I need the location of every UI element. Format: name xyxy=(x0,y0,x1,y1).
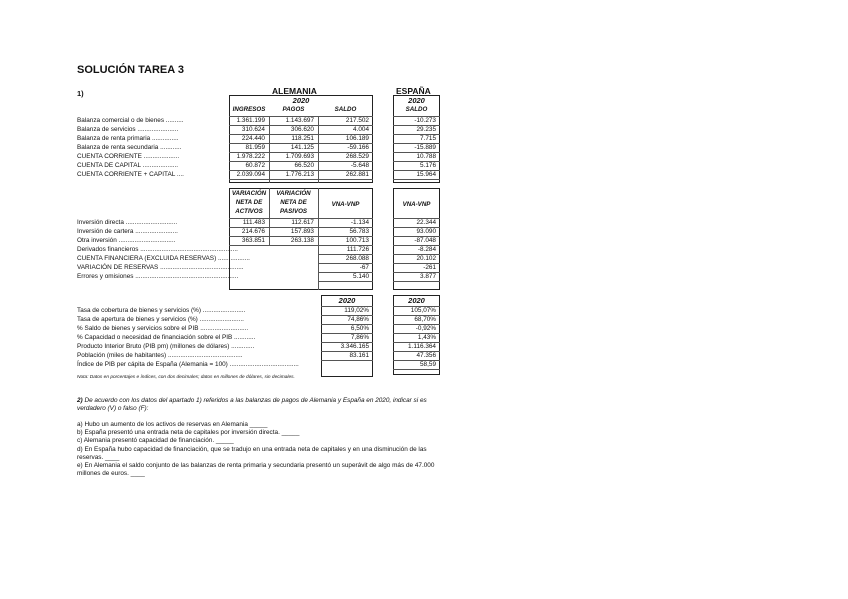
var-pasivos-line-3: PASIVOS xyxy=(279,208,308,215)
value-cell: 4.004 xyxy=(353,126,369,133)
row-divider xyxy=(393,227,440,228)
value-cell: 5.140 xyxy=(353,273,369,280)
row-label: Índice de PIB per cápita de España (Alemania = 100) ....................................... xyxy=(77,361,299,368)
value-cell: 60.872 xyxy=(245,162,265,169)
col-header-ingresos: INGRESOS xyxy=(232,106,266,113)
col-header-saldo: SALDO xyxy=(334,106,357,113)
value-cell: 93.090 xyxy=(416,228,436,235)
col-header-var-activos xyxy=(229,189,269,216)
row-divider xyxy=(229,179,373,180)
var-pasivos-line-1: VARIACIÓN xyxy=(276,190,311,197)
row-label: VARIACIÓN DE RESERVAS ............................................... xyxy=(77,264,244,271)
value-cell: 214.676 xyxy=(241,228,265,235)
row-label: % Capacidad o necesidad de financiación sobre el PIB ............ xyxy=(77,334,256,341)
value-cell: 1.776.213 xyxy=(285,171,314,178)
var-pasivos-line-2: NETA DE xyxy=(280,199,307,206)
row-divider xyxy=(318,281,373,282)
row-divider xyxy=(393,263,440,264)
row-label: Otra inversión ................................ xyxy=(77,237,176,244)
espana-year-3: 2020 xyxy=(408,296,425,305)
row-divider xyxy=(318,272,373,273)
value-cell: 1.143.697 xyxy=(285,117,314,124)
row-divider xyxy=(393,281,440,282)
alemania-heading: ALEMANIA xyxy=(272,86,317,96)
value-cell: 7,86% xyxy=(350,334,369,341)
row-label: Producto Interior Bruto (PIB pm) (millones de dólares) ............. xyxy=(77,343,255,350)
value-cell: 3.877 xyxy=(420,273,436,280)
value-cell: 1,43% xyxy=(417,334,436,341)
row-label: CUENTA DE CAPITAL .................... xyxy=(77,162,179,169)
row-divider xyxy=(229,245,318,246)
value-cell: -15.889 xyxy=(414,144,436,151)
row-divider xyxy=(318,236,373,237)
row-divider xyxy=(229,218,318,219)
var-activos-line-3: ACTIVOS xyxy=(235,208,263,215)
row-divider xyxy=(321,324,373,325)
row-divider xyxy=(229,125,373,126)
row-label: Balanza de servicios ....................... xyxy=(77,126,179,133)
espana-heading: ESPAÑA xyxy=(396,86,431,96)
value-cell: 22.344 xyxy=(416,219,436,226)
row-label: Inversión directa ............................. xyxy=(77,219,178,226)
value-cell: -87.048 xyxy=(414,237,436,244)
row-divider xyxy=(229,134,373,135)
value-cell: 268.529 xyxy=(345,153,369,160)
col-divider xyxy=(269,188,270,245)
value-cell: 2.039.094 xyxy=(236,171,265,178)
value-cell: -5.648 xyxy=(350,162,369,169)
value-cell: 74,86% xyxy=(347,316,369,323)
var-activos-line-1: VARIACIÓN xyxy=(231,190,267,197)
row-divider xyxy=(321,306,373,307)
value-cell: 112.617 xyxy=(291,219,314,226)
row-divider xyxy=(229,143,373,144)
row-divider xyxy=(321,351,373,352)
value-cell: -8.284 xyxy=(417,246,436,253)
row-label: CUENTA FINANCIERA (EXCLUIDA RESERVAS) .................. xyxy=(77,255,250,262)
row-label: Balanza comercial o de bienes .......... xyxy=(77,117,184,124)
value-cell: 56.783 xyxy=(349,228,369,235)
row-label: Errores y omisiones .......................................................... xyxy=(77,273,239,280)
value-cell: 81.959 xyxy=(245,144,265,151)
col-header-var-pasivos xyxy=(269,189,318,216)
question-2-items xyxy=(77,421,441,478)
row-divider xyxy=(393,161,440,162)
col-divider xyxy=(318,116,319,183)
row-divider xyxy=(321,315,373,316)
row-divider xyxy=(229,170,373,171)
value-cell: 7.715 xyxy=(420,135,436,142)
col-divider xyxy=(269,116,270,183)
col-header-saldo-es: SALDO xyxy=(405,106,428,113)
alemania-year-3: 2020 xyxy=(338,296,356,305)
row-divider xyxy=(393,245,440,246)
value-cell: 68,70% xyxy=(414,316,436,323)
value-cell: 10.788 xyxy=(416,153,436,160)
row-label: Tasa de cobertura de bienes y servicios (%) ........................ xyxy=(77,307,246,314)
row-divider xyxy=(393,152,440,153)
row-divider xyxy=(318,218,373,219)
value-cell: 58,59 xyxy=(420,361,436,368)
value-cell: 263.138 xyxy=(290,237,314,244)
row-divider xyxy=(393,134,440,135)
row-divider xyxy=(393,143,440,144)
value-cell: 224.440 xyxy=(241,135,265,142)
row-divider xyxy=(393,333,440,334)
row-label: Balanza de renta secundaria ............ xyxy=(77,144,182,151)
row-divider xyxy=(393,125,440,126)
row-divider xyxy=(318,227,373,228)
espana-year-1: 2020 xyxy=(408,96,425,105)
value-cell: 262.881 xyxy=(345,171,369,178)
value-cell: 111.483 xyxy=(242,219,265,226)
col-header-vna-vnp: VNA-VNP xyxy=(331,201,360,208)
value-cell: 100.713 xyxy=(345,237,369,244)
value-cell: 29.235 xyxy=(416,126,436,133)
row-divider xyxy=(321,360,373,361)
value-cell: -0,92% xyxy=(415,325,436,332)
question-item-e: e) En Alemania el saldo conjunto de las balanzas de renta primaria y secundaria presentó un superávit de algo más de 47.000 millones de euros. ____ xyxy=(77,462,435,478)
alemania-year-1: 2020 xyxy=(292,96,310,105)
row-divider xyxy=(393,254,440,255)
value-cell: 83.161 xyxy=(349,352,369,359)
value-cell: -261 xyxy=(423,264,436,271)
value-cell: 268.088 xyxy=(345,255,369,262)
col-header-pagos: PAGOS xyxy=(282,106,305,113)
row-label: Inversión de cartera ........................ xyxy=(77,228,178,235)
row-divider xyxy=(393,315,440,316)
value-cell: 20.102 xyxy=(416,255,436,262)
row-divider xyxy=(321,333,373,334)
row-label: % Saldo de bienes y servicios sobre el PIB ........................... xyxy=(77,325,249,332)
row-divider xyxy=(393,369,440,370)
value-cell: -10.273 xyxy=(414,117,436,124)
row-divider xyxy=(393,324,440,325)
row-divider xyxy=(393,272,440,273)
row-divider xyxy=(393,170,440,171)
row-divider xyxy=(229,152,373,153)
row-divider xyxy=(229,161,373,162)
value-cell: 1.978.222 xyxy=(236,153,265,160)
row-divider xyxy=(393,179,440,180)
table-note: Nota: Datos en porcentajes e índices, con dos decimales; datos en millones de dólares, sin decimales. xyxy=(77,375,295,380)
row-divider xyxy=(229,227,318,228)
page-title: SOLUCIÓN TAREA 3 xyxy=(77,64,184,76)
row-divider xyxy=(393,218,440,219)
question-item-d: d) En España hubo capacidad de financiación, que se tradujo en una entrada neta de capitales y en una disminución de las reservas. ____ xyxy=(77,445,427,461)
value-cell: 1.116.364 xyxy=(408,343,436,350)
row-divider xyxy=(321,342,373,343)
row-divider xyxy=(229,116,373,117)
question-2-number: 2) xyxy=(77,397,83,404)
row-label: Tasa de apertura de bienes y servicios (%) ......................... xyxy=(77,316,244,323)
question-2-intro xyxy=(77,397,441,413)
value-cell: 1.709.693 xyxy=(285,153,314,160)
row-divider xyxy=(318,254,373,255)
row-label: Derivados financieros ....................................................... xyxy=(77,246,238,253)
row-divider xyxy=(393,306,440,307)
value-cell: -59.166 xyxy=(347,144,369,151)
row-divider xyxy=(393,342,440,343)
row-divider xyxy=(318,245,373,246)
question-item-b: b) España presentó una entrada neta de capitales por inversión directa. _____ xyxy=(77,429,300,437)
question-item-c: c) Alemania presentó capacidad de financiación. _____ xyxy=(77,437,234,445)
row-divider xyxy=(229,236,318,237)
value-cell: 105,07% xyxy=(410,307,436,314)
value-cell: 47.356 xyxy=(416,352,436,359)
value-cell: 15.964 xyxy=(416,171,436,178)
row-label: CUENTA CORRIENTE + CAPITAL .... xyxy=(77,171,184,178)
value-cell: 306.620 xyxy=(290,126,314,133)
col-divider xyxy=(318,188,319,290)
value-cell: 3.346.165 xyxy=(340,343,369,350)
row-divider xyxy=(393,236,440,237)
row-divider xyxy=(393,351,440,352)
value-cell: 6,50% xyxy=(350,325,369,332)
var-activos-line-2: NETA DE xyxy=(235,199,263,206)
value-cell: 66.520 xyxy=(294,162,314,169)
col-header-vna-vnp-es: VNA-VNP xyxy=(402,201,431,208)
row-divider xyxy=(393,360,440,361)
value-cell: 141.125 xyxy=(290,144,314,151)
value-cell: 119,02% xyxy=(344,307,369,314)
section-1-number: 1) xyxy=(77,89,84,98)
row-divider xyxy=(318,263,373,264)
question-2-text: De acuerdo con los datos del apartado 1) referidos a las balanzas de pagos de Alemania y España en 2020, indicar si es verdadero (V) o falso (F): xyxy=(77,397,427,413)
row-label: Población (miles de habitantes) .......................................... xyxy=(77,352,243,359)
row-label: Balanza de renta primaria ............... xyxy=(77,135,179,142)
value-cell: -1.134 xyxy=(350,219,369,226)
value-cell: 5.176 xyxy=(420,162,436,169)
value-cell: 111.726 xyxy=(346,246,369,253)
value-cell: 106.189 xyxy=(345,135,369,142)
value-cell: 157.893 xyxy=(290,228,314,235)
question-item-a: a) Hubo un aumento de los activos de reservas en Alemania _____ xyxy=(77,421,268,428)
row-label: CUENTA CORRIENTE .................... xyxy=(77,153,180,160)
row-divider xyxy=(393,116,440,117)
value-cell: -67 xyxy=(359,264,369,271)
value-cell: 310.624 xyxy=(241,126,265,133)
value-cell: 217.502 xyxy=(345,117,369,124)
value-cell: 118.251 xyxy=(291,135,314,142)
value-cell: 1.361.199 xyxy=(236,117,265,124)
value-cell: 363.851 xyxy=(241,237,265,244)
